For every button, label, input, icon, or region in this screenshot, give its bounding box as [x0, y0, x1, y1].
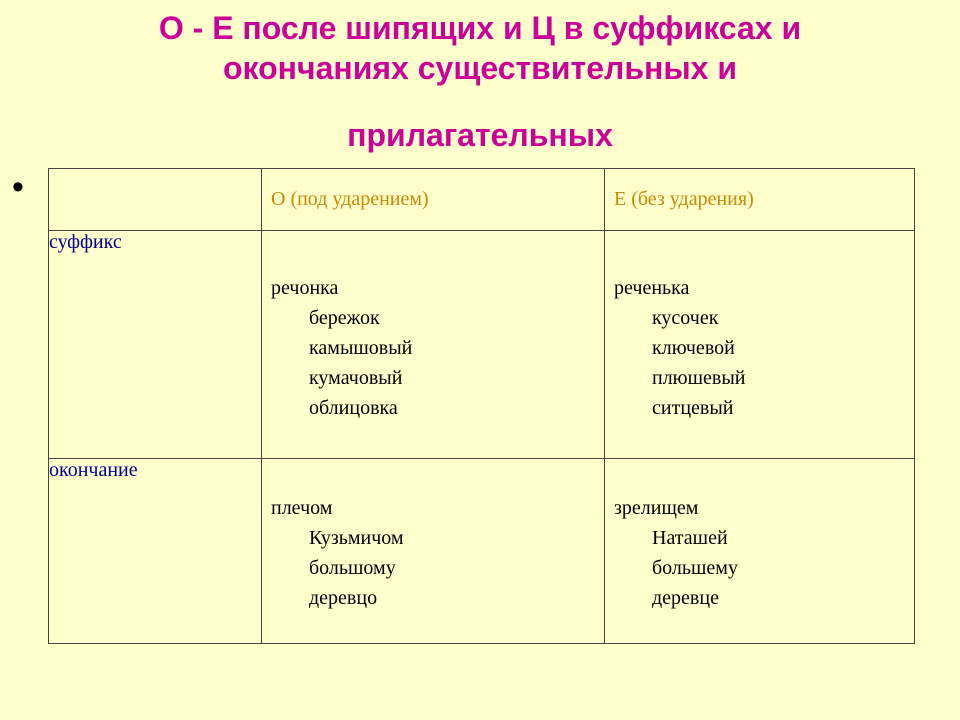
- rules-table: [48, 168, 915, 644]
- example-word: зрелищем: [614, 497, 699, 519]
- example-word: плюшевый: [652, 367, 746, 389]
- example-word: ключевой: [652, 337, 735, 359]
- table-row-ending: [49, 459, 915, 644]
- table-row-suffix: [49, 231, 915, 459]
- word-list: [605, 231, 914, 423]
- example-word: большому: [309, 557, 396, 579]
- row-label-suffix: суффикс: [49, 231, 262, 459]
- word-list: [605, 459, 914, 613]
- slide-title-line-2: окончаниях существительных и: [222, 50, 737, 86]
- example-word: кусочек: [652, 307, 719, 329]
- header-o-stressed: О (под ударением): [271, 188, 429, 210]
- example-word: кумачовый: [309, 367, 403, 389]
- slide-title-line-3: прилагательных: [347, 117, 613, 153]
- slide-title-line-1: О - Е после шипящих и Ц в суффиксах и: [158, 10, 802, 46]
- example-word: облицовка: [309, 397, 398, 419]
- suffix-e-cell: [605, 231, 915, 459]
- ending-e-cell: [605, 459, 915, 644]
- header-e-unstressed: Е (без ударения): [614, 188, 754, 210]
- example-word: плечом: [271, 497, 333, 519]
- example-word: бережок: [309, 307, 380, 329]
- example-word: деревце: [652, 587, 719, 609]
- table-header-row: [49, 169, 915, 231]
- header-cell-o: [262, 169, 605, 231]
- example-word: большему: [652, 557, 738, 579]
- example-word: Наташей: [652, 527, 728, 549]
- example-word: деревцо: [309, 587, 378, 609]
- empty-corner-cell: [49, 169, 262, 231]
- example-word: реченька: [614, 277, 690, 299]
- example-word: Кузьмичом: [309, 527, 404, 549]
- word-list: [262, 231, 604, 423]
- ending-o-cell: [262, 459, 605, 644]
- bullet-icon: •: [12, 168, 24, 206]
- example-word: речонка: [271, 277, 339, 299]
- header-cell-e: [605, 169, 915, 231]
- word-list: [262, 459, 604, 613]
- row-label-ending: окончание: [49, 459, 262, 644]
- example-word: камышовый: [309, 337, 413, 359]
- suffix-o-cell: [262, 231, 605, 459]
- example-word: ситцевый: [652, 397, 734, 419]
